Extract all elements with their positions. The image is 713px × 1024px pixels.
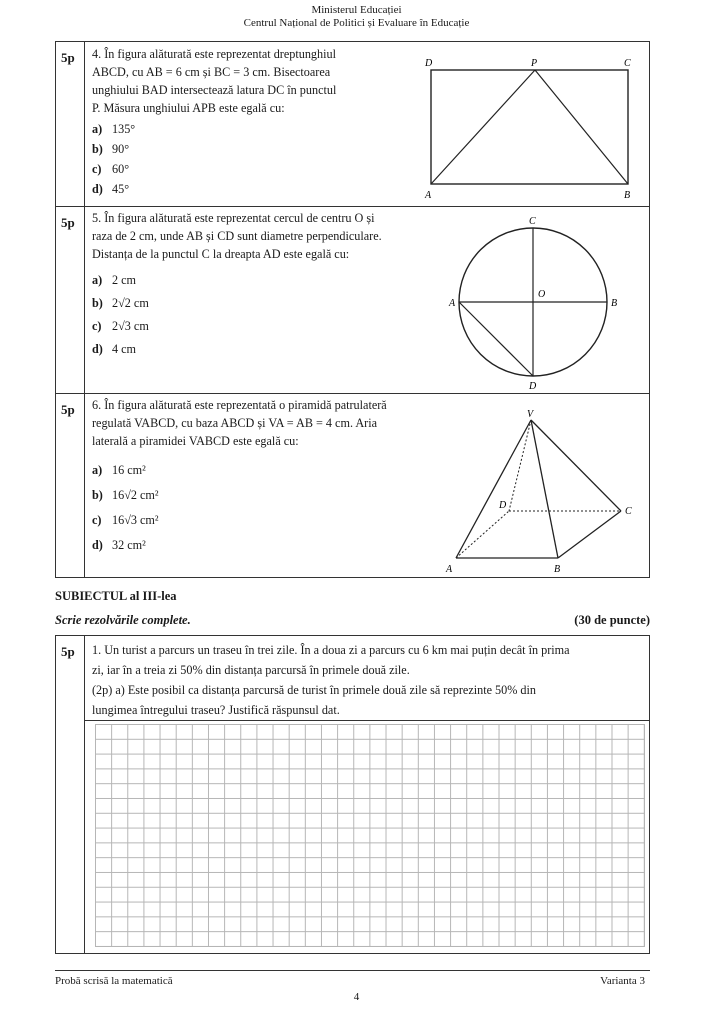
q6-option-b: b) 16√2 cm²: [92, 488, 159, 502]
label-B: B: [554, 564, 561, 575]
footer-variant: Varianta 3: [600, 975, 645, 987]
q5-option-d: d) 4 cm: [92, 342, 137, 356]
p1-line-3: (2p) a) Este posibil ca distanța parcursă de turist în primele două zile să reprezinte 50% din: [92, 683, 537, 697]
label-C: C: [624, 58, 631, 69]
q5-line-1: 5. În figura alăturată este reprezentat cercul de centru O și: [92, 211, 375, 225]
label-A: A: [425, 190, 432, 198]
rectangle-figure: [421, 58, 641, 198]
footer-subject: Probă scrisă la matematică: [55, 975, 173, 987]
q4-points: 5p: [61, 50, 75, 65]
p1-line-2: zi, iar în a treia zi 50% din distanța parcursă în primele două zile.: [92, 663, 410, 677]
q4-option-d: d) 45°: [92, 182, 130, 196]
q6-points: 5p: [61, 402, 75, 417]
question-6: [56, 394, 649, 577]
section-title: SUBIECTUL al III-lea: [55, 589, 177, 603]
q6-option-a: a) 16 cm²: [92, 463, 146, 477]
label-D: D: [499, 500, 507, 511]
label-D: D: [529, 381, 537, 392]
q6-line-2: regulată VABCD, cu baza ABCD și VA = AB = 4 cm. Aria: [92, 416, 378, 430]
section-instruction: Scrie rezolvările complete.: [55, 613, 191, 627]
q5-option-c: c) 2√3 cm: [92, 319, 149, 333]
answer-grid[interactable]: [95, 724, 645, 947]
label-O: O: [538, 289, 546, 300]
page-number: 4: [353, 991, 360, 1003]
header-center: Centrul Național de Politici și Evaluare în Educație: [243, 17, 470, 29]
p1-line-4: lungimea întregului traseu? Justifică răspunsul dat.: [92, 703, 340, 717]
q6-line-3: laterală a piramidei VABCD este egală cu:: [92, 434, 299, 448]
header-ministry: Ministerul Educației: [311, 4, 402, 16]
q5-line-2: raza de 2 cm, unde AB și CD sunt diametre perpendiculare.: [92, 229, 382, 243]
q4-line-1: 4. În figura alăturată este reprezentat dreptunghiul: [92, 47, 336, 61]
label-B: B: [611, 298, 618, 309]
label-C: C: [529, 216, 536, 227]
question-4: [56, 42, 649, 207]
q6-option-c: c) 16√3 cm²: [92, 513, 159, 527]
p1-line-1: 1. Un turist a parcurs un traseu în trei zile. În a doua zi a parcurs cu 6 km mai puțin decât în prima: [92, 643, 570, 657]
q4-option-c: c) 60°: [92, 162, 130, 176]
q6-line-1: 6. În figura alăturată este reprezentată o piramidă patrulateră: [92, 398, 387, 412]
label-C: C: [625, 506, 632, 517]
label-A: A: [446, 564, 453, 575]
q5-option-a: a) 2 cm: [92, 273, 137, 287]
label-D: D: [425, 58, 433, 69]
q6-option-d: d) 32 cm²: [92, 538, 146, 552]
q4-line-4: P. Măsura unghiului APB este egală cu:: [92, 101, 285, 115]
p1-points: 5p: [61, 644, 75, 659]
q4-line-3: unghiului BAD intersectează latura DC în punctul: [92, 83, 337, 97]
pyramid-figure: [441, 408, 646, 576]
circle-figure: [441, 215, 641, 393]
label-P: P: [531, 58, 538, 69]
section-total-points: (30 de puncte): [574, 613, 650, 627]
questions-frame: [55, 41, 650, 578]
question-5: [56, 207, 649, 394]
q4-line-2: ABCD, cu AB = 6 cm și BC = 3 cm. Bisectoarea: [92, 65, 331, 79]
q4-option-b: b) 90°: [92, 142, 130, 156]
q5-line-3: Distanța de la punctul C la dreapta AD este egală cu:: [92, 247, 350, 261]
q5-option-b: b) 2√2 cm: [92, 296, 149, 310]
label-B: B: [624, 190, 631, 198]
q5-points: 5p: [61, 215, 75, 230]
label-V: V: [527, 409, 534, 420]
q4-option-a: a) 135°: [92, 122, 136, 136]
label-A: A: [449, 298, 456, 309]
